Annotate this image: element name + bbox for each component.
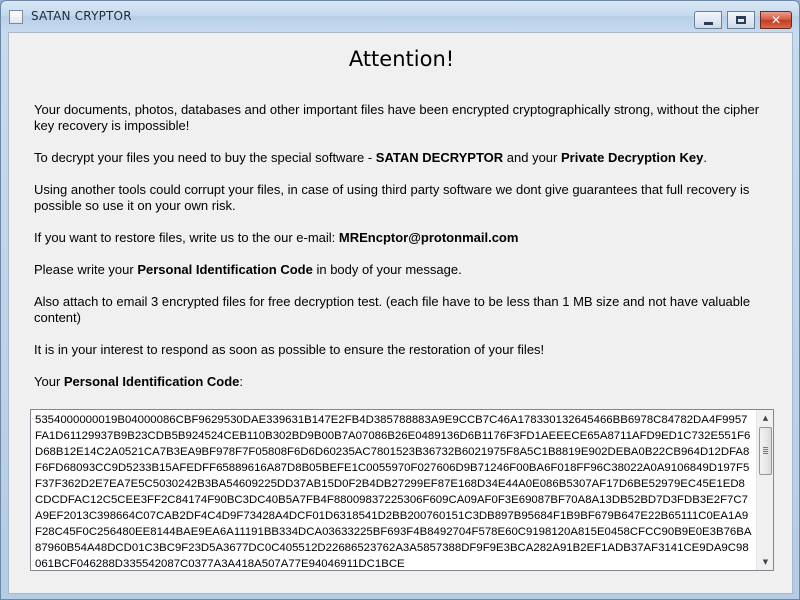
decrypt-mid: and your (503, 150, 561, 165)
software-name: SATAN DECRYPTOR (375, 150, 504, 165)
title-bar[interactable] (1, 1, 799, 31)
scroll-up-arrow-icon[interactable]: ▲ (762, 414, 769, 422)
scrollbar-thumb[interactable] (759, 427, 772, 475)
code-label-suffix: : (239, 374, 244, 389)
identification-code-text[interactable]: 5354000000019B04000086CBF9629530DAE339631B147E2FB4D385788883A9E9CCB7C46A178330132645466BB6978C84782DA4F9957FA1D61129937B9B23CDB5B924524CEB110B302BD9B00B7A07086B26E0489136D6B1176F3FD1AEEECE65A8711AFD9ED1C732E551F6D68B12E14C2A0521CA7B3EA9BF978F7F05808F6D6D60235AC7801523B36732B6021975F8A5C1B8819E902DEBA0B22CB964D12DFA8F6FD68093CC9D5233B15AFEDFF65889616A87D8B05BEFE1C0055970F027606D9B71246F00BA6F018FF96C38022A0A9106849D197F5F37F362D2E7EA7E5C5030242B3BA54609225DD37AB15D0F2B4DB27299EF87E168D34E44A0E086B5307AF17D6BE52979EC45E1ED8CDCDFAC12C5CEE3FF2C84174F90BC3DC40B5A7FB4F88009837225306F609CA09AF0F3E69087BF70A8A13DB52BD7D3FDB3E2F7C7A9EF2013C398664C07CAB2DF4C4D9F73428A4DCF01D6318541D2BB200760151C3DB897B95684F1B9BF679B647E22B65111C0EA1A9F28C45F0C256480EE8144BAE9EA6A11191BB334DCA03633225BF693F4B8492704F578E60C9198120A815E0458CFCC90B9E0E3B76BA87960B54A48DCD01C3BC9F23D5A3677DC0C405512D22686523762A3A5857388DF9F9E3BCA282A91B2EF1ADB37AF3141CE9DA9C98061BCF046288D335542087C0377A3A418A507A77E94046911DC1BCE (35, 414, 752, 570)
code-label (34, 374, 774, 390)
private-key-label: Private Decryption Key (560, 150, 704, 165)
contact-prefix: If you want to restore files, write us to the our e-mail: (34, 230, 339, 245)
decrypt-prefix: To decrypt your files you need to buy the special software - (34, 150, 376, 165)
maximize-icon (736, 16, 746, 24)
code-instruction (34, 262, 774, 278)
vertical-scrollbar[interactable] (756, 410, 773, 570)
contact-line (34, 230, 774, 246)
minimize-button[interactable] (694, 11, 722, 29)
minimize-icon (704, 22, 713, 25)
decrypt-suffix: . (703, 150, 707, 165)
code-instruction-prefix: Please write your (34, 262, 138, 277)
identification-code-textbox[interactable] (30, 409, 774, 571)
app-window-icon (9, 10, 23, 24)
maximize-button[interactable] (727, 11, 755, 29)
encryption-notice: Your documents, photos, databases and other important files have been encrypted cryptographically strong, without the cipher key recovery is impossible! (34, 102, 760, 133)
decrypt-instructions (34, 150, 774, 166)
third-party-warning: Using another tools could corrupt your files, in case of using third party software we dont give guarantees that full recovery is possible so use it on your own risk. (34, 182, 750, 213)
code-instruction-term: Personal Identification Code (137, 262, 313, 277)
urgency-notice: It is in your interest to respond as soon as possible to ensure the restoration of your files! (34, 342, 545, 357)
code-label-term: Personal Identification Code (63, 374, 240, 389)
window-title: SATAN CRYPTOR (31, 9, 132, 23)
scroll-down-arrow-icon[interactable]: ▼ (762, 558, 769, 566)
scrollbar-grip (763, 447, 768, 448)
close-icon: ✕ (770, 13, 782, 27)
close-button[interactable] (760, 11, 792, 29)
ransom-note-panel (8, 32, 793, 594)
code-instruction-suffix: in body of your message. (312, 262, 462, 277)
page-title: Attention! (348, 47, 455, 71)
contact-email: MREncptor@protonmail.com (338, 230, 519, 245)
code-label-prefix: Your (34, 374, 64, 389)
test-decryption-notice: Also attach to email 3 encrypted files for free decryption test. (each file have to be less than 1 MB size and not have valuable content) (34, 294, 751, 325)
